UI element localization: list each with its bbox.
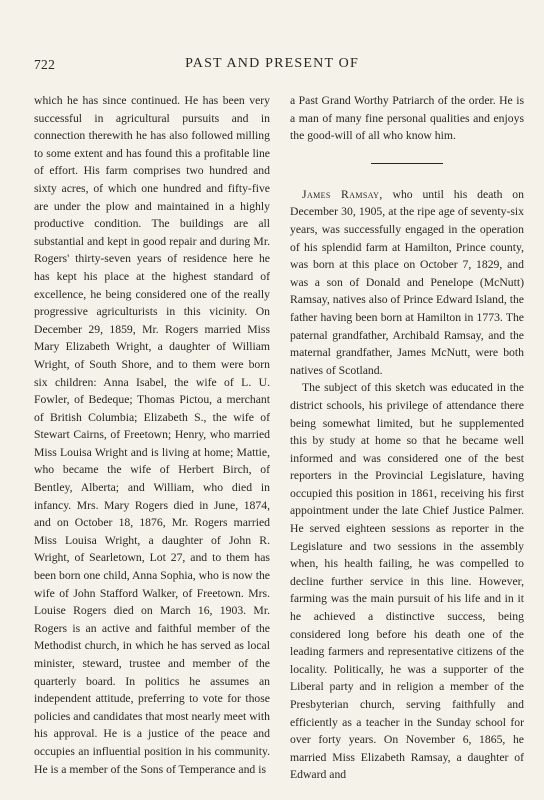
left-paragraph: which he has since continued. He has been very successful in agricultural pursuits and in connection therewith he has also followed milling to some extent and has found this a profitable line of effort. His farm comprises two hundred and sixty acres, of which one hundred and fifty-five are under the plow and maintained in a highly productive condition. The buildings are all substantial and kept in good repair and during Mr. Rogers' thirty-seven years of residence here he has kept his place at the highest standard of excellence, he being considered one of the really progressive agriculturists in this vicinity. On December 29, 1859, Mr. Rogers married Miss Mary Elizabeth Wright, a daughter of William Wright, of South Shore, and to them were born six children: Anna Isabel, the wife of L. U. Fowler, of Bedeque; Thomas Pictou, a merchant of British Columbia; Elizabeth S., the wife of Stewart Cairns, of Freetown; Henry, who married Miss Louisa Wright and is living at home; Mattie, who became the wife of Herbert Birch, of Bentley, Alberta; and William, who died in infancy. Mrs. Mary Rogers died in June, 1874, and on October 18, 1876, Mr. Rogers married Miss Louisa Wright, a daughter of John R. Wright, of Searletown, Lot 27, and to them has been born one child, Anna Sophia, who is now the wife of John Stafford Walker, of Freetown. Mrs. Louise Rogers died on March 16, 1903. Mr. Rogers is an active and faithful member of the Methodist church, in which he has served as local minister, steward, trustee and member of the quarterly board. In politics he assumes an independent attitude, preferring to vote for those policies and candidates that most nearly meet with his approval. He is a justice of the peace and occupies an influential position in his community. He is a member of the Sons of Temperance and is <box>34 94 270 776</box>
bio-name: James Ramsay, <box>302 187 383 201</box>
continuation-paragraph: a Past Grand Worthy Patriarch of the order. He is a man of many fine personal qualities and enjoys the good-will of all who know him. <box>290 94 524 143</box>
right-column <box>290 92 524 784</box>
bio-paragraph-1-text: who until his death on December 30, 1905, at the ripe age of seventy-six years, was successfully engaged in the operation of his splendid farm at Hamilton, Prince county, was born at this place on October 7, 1829, and was a son of Donald and Penelope (McNutt) Ramsay, natives also of Prince Edward Island, the father having been born at Hamilton in 1773. The paternal grandfather, Archibald Ramsay, and the maternal grandfather, James McNutt, were both natives of Scotland. <box>290 187 524 377</box>
page-number: 722 <box>34 57 56 72</box>
bio-paragraph-1 <box>290 186 524 380</box>
section-divider <box>371 163 443 164</box>
running-title: PAST AND PRESENT OF <box>185 56 359 71</box>
bio-paragraph-2: The subject of this sketch was educated in the district schools, his privilege of attendance there being somewhat limited, but he supplemented this by study at home so that he became well informed and was considered one of the best reporters in the Provincial Legislature, having occupied this position in 1861, receiving his first appointment under the late Chief Justice Palmer. He served eighteen sessions as reporter in the Legislature and two sessions in the assembly when, his health failing, he was compelled to decline further service in this line. However, farming was the main pursuit of his life and in it he achieved a distinctive success, being considered long before his death one of the leading farmers and representative citizens of the locality. Politically, he was a supporter of the Liberal party and in religion a member of the Presbyterian church, serving faithfully and efficiently as a teacher in the Sunday school for over forty years. On November 6, 1865, he married Miss Elizabeth Ramsay, a daughter of Edward and <box>290 381 524 782</box>
left-column <box>34 92 270 778</box>
